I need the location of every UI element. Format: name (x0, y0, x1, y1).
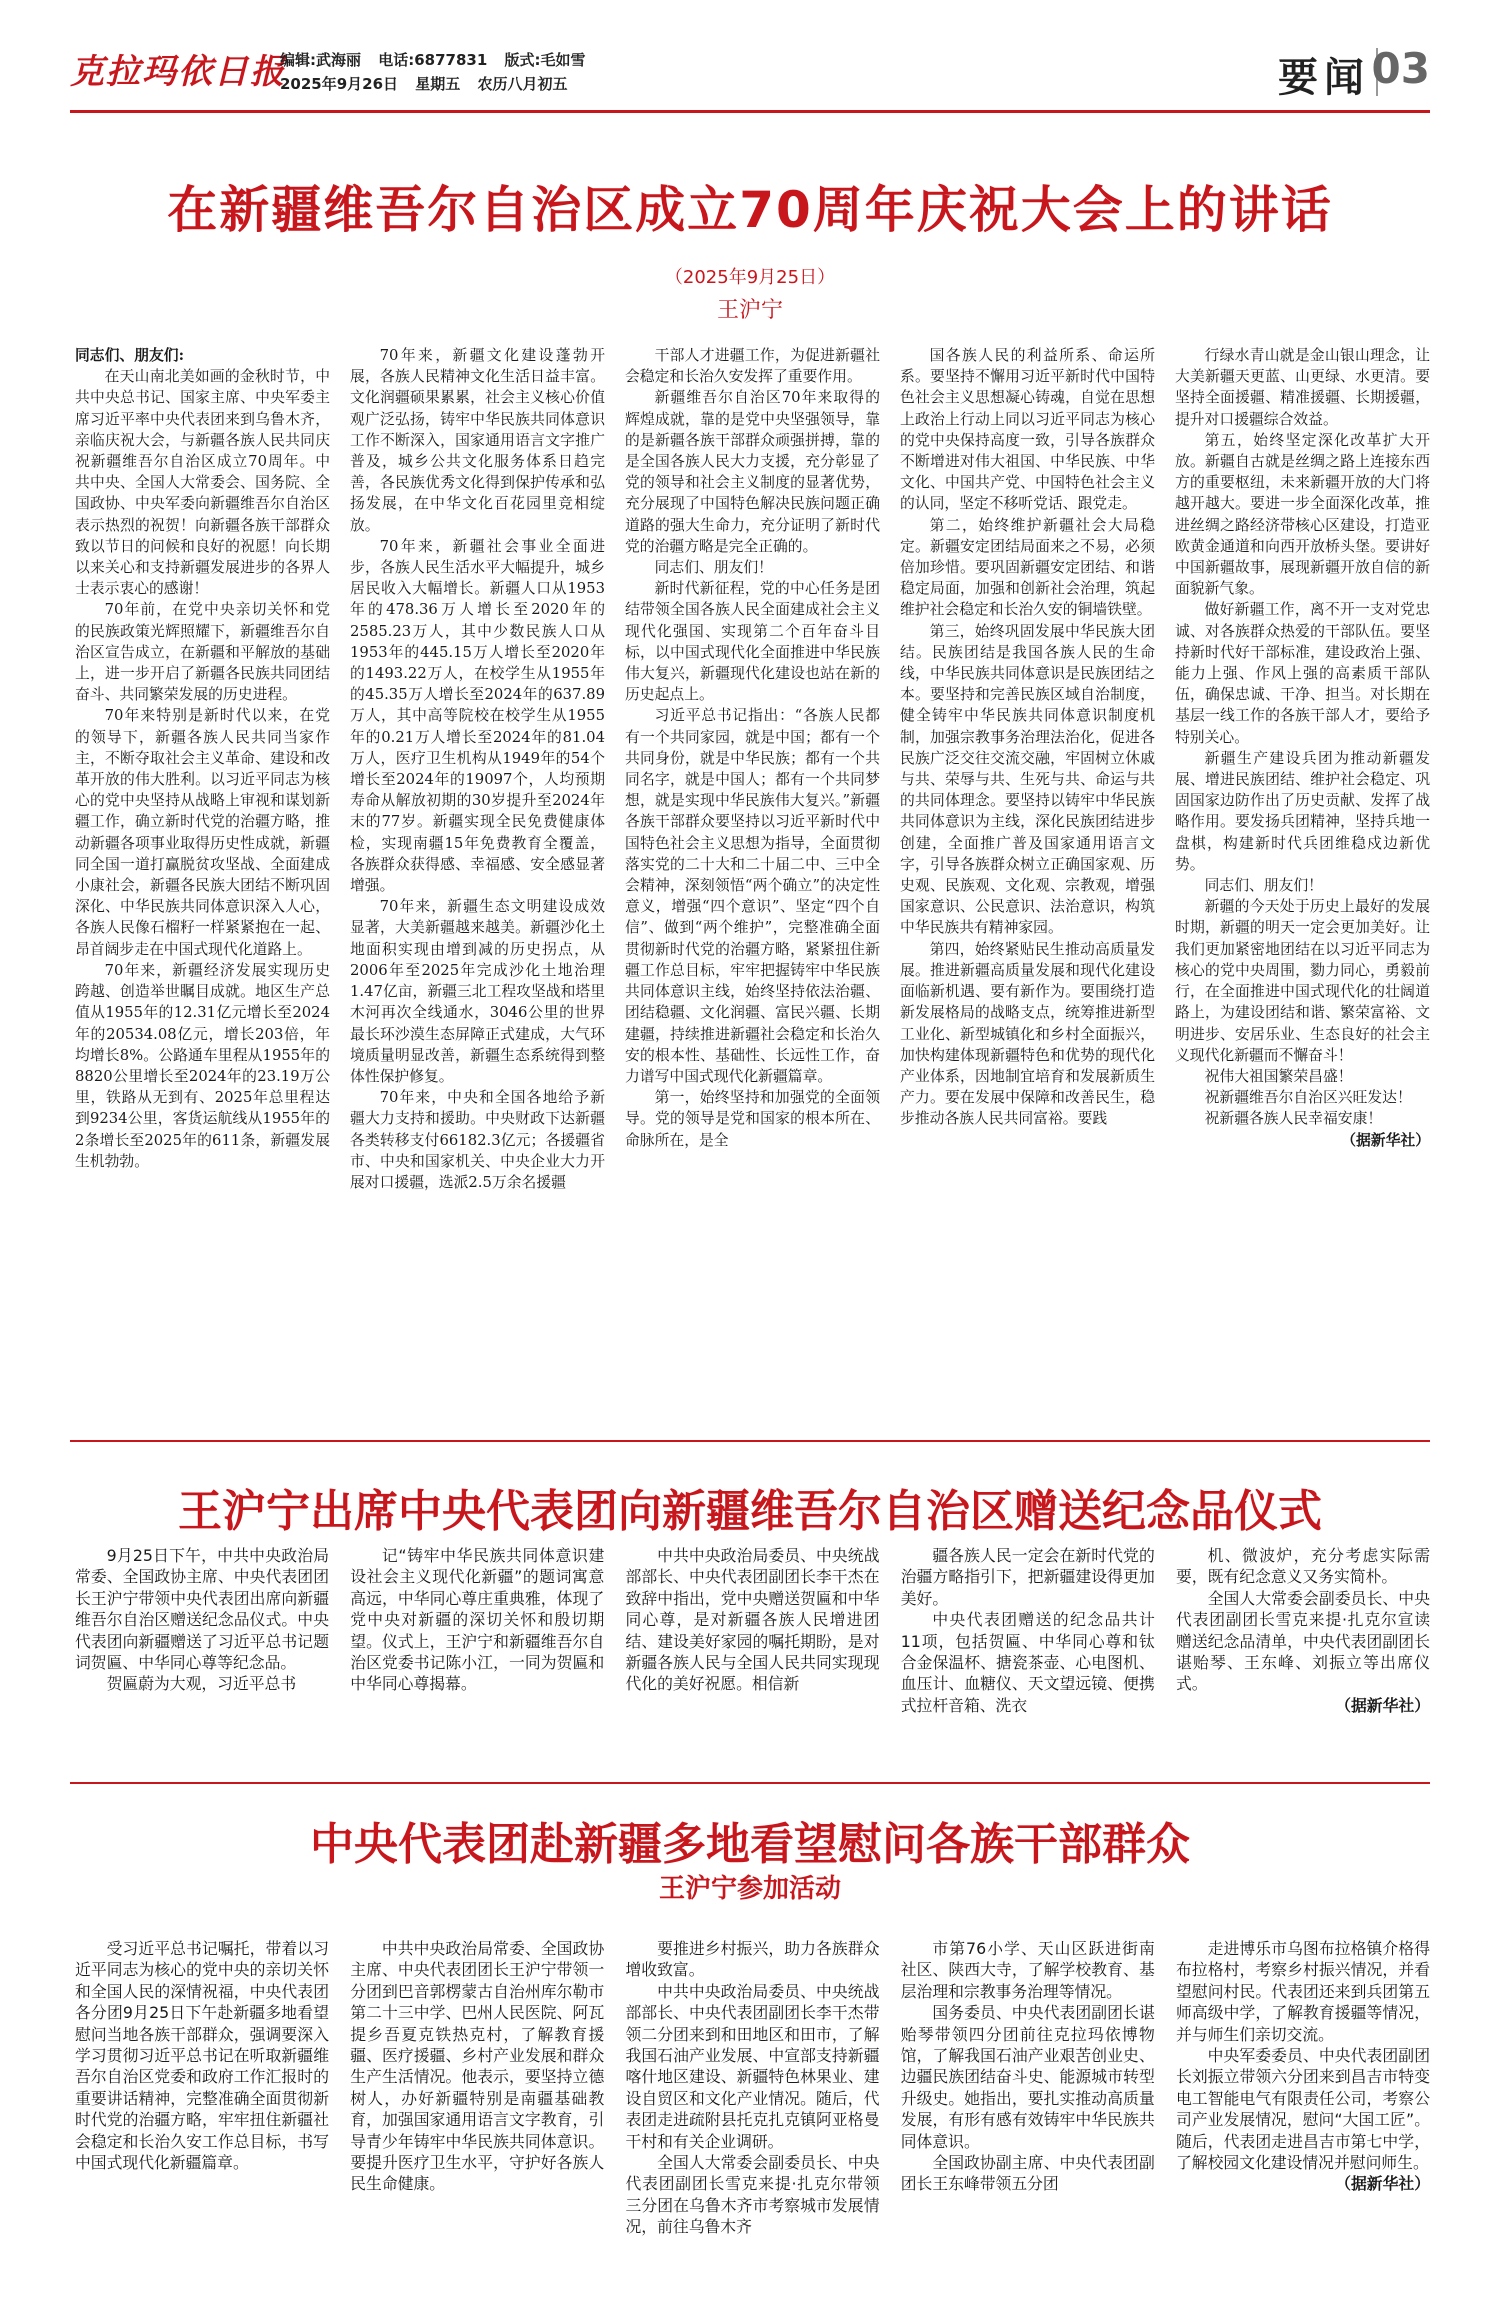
paragraph: 在天山南北美如画的金秋时节，中共中央总书记、国家主席、中央军委主席习近平率中央代表团来到乌鲁木齐，亲临庆祝大会，与新疆各族人民共同庆祝新疆维吾尔自治区成立70周年。中共中央、全国人大常委会、国务院、全国政协、中央军委向新疆维吾尔自治区表示热烈的祝贺！向新疆各族干部群众致以节日的问候和良好的祝愿！向长期以来关心和支持新疆发展进步的各界人士表示衷心的感谢！ (75, 368, 330, 598)
article3-headline: 中央代表团赴新疆多地看望慰问各族干部群众 (310, 1819, 1190, 1870)
article3-column (1176, 1938, 1430, 2268)
source-credit: （据新华社） (1341, 1131, 1430, 1149)
article1-column (350, 345, 605, 1425)
paragraph: 第一，始终坚持和加强党的全面领导。党的领导是党和国家的根本所在、命脉所在，是全 (625, 1089, 880, 1149)
paragraph: 第三，始终巩固发展中华民族大团结。民族团结是我国各族人民的生命线，中华民族共同体意识是民族团结之本。要坚持和完善民族区域自治制度，健全铸牢中华民族共同体意识制度机制，加强宗教事务治理法治化，促进各民族广泛交往交流交融，牢固树立休戚与共、荣辱与共、生死与共、命运与共的共同体理念。要坚持以铸牢中华民族共同体意识为主线，深化民族团结进步创建，全面推广普及国家通用语言文字，引导各族群众树立正确国家观、历史观、民族观、文化观、宗教观，增强国家意识、公民意识、法治意识，构筑中华民族共有精神家园。 (900, 622, 1155, 937)
paragraph: 70年来，新疆生态文明建设成效显著，大美新疆越来越美。新疆沙化土地面积实现由增到减的历史拐点，从2006年至2025年完成沙化土地治理1.47亿亩，新疆三北工程攻坚战和塔里木河再次全线通水，3046公里的世界最长环沙漠生态屏障正式建成，大气环境质量明显改善，新疆生态系统得到整体性保护修复。 (350, 898, 605, 1085)
paragraph: 受习近平总书记嘱托，带着以习近平同志为核心的党中央的亲切关怀和全国人民的深情祝福，中央代表团各分团9月25日下午赴新疆多地看望慰问当地各族干部群众，强调要深入学习贯彻习近平总书记在听取新疆维吾尔自治区党委和政府工作汇报时的重要讲话精神，完整准确全面贯彻新时代党的治疆方略，牢牢扭住新疆社会稳定和长治久安工作总目标，书写中国式现代化新疆篇章。 (75, 1939, 329, 2173)
paragraph: 疆各族人民一定会在新时代党的治疆方略指引下，把新疆建设得更加美好。 (900, 1546, 1155, 1608)
article3-column (626, 1938, 880, 2268)
paragraph: 机、微波炉，充分考虑实际需要，既有纪念意义又务实简朴。 (1176, 1546, 1430, 1587)
article1-date: （2025年9月25日） (664, 267, 836, 288)
article1-author: 王沪宁 (716, 298, 783, 323)
paragraph: 同志们、朋友们！ (1204, 877, 1323, 895)
article1-column (75, 345, 330, 1425)
paragraph: 70年来，新疆文化建设蓬勃开展，各族人民精神文化生活日益丰富。文化润疆硕果累累，社会主义核心价值观广泛弘扬，铸牢中华民族共同体意识工作不断深入，国家通用语言文字推广普及，城乡公共文化服务体系日趋完善，各民族优秀文化得到保护传承和弘扬发展，在中华文化百花园里竞相绽放。 (350, 347, 605, 534)
source-credit: （据新华社） (1335, 2174, 1430, 2194)
paragraph: 70年来，新疆经济发展实现历史跨越、创造举世瞩目成就。地区生产总值从1955年的12.31亿元增长至2024年的20534.08亿元，增长203倍，年均增长8%。公路通车里程从1955年的8820公里增长至2024年的23.19万公里，铁路从无到有、2025年总里程达到9234公里，客货运航线从1955年的2条增长至2025年的611条，新疆发展生机勃勃。 (75, 961, 330, 1170)
source-credit: （据新华社） (1335, 1695, 1430, 1715)
paragraph: 全国政协副主席、中央代表团副团长王东峰带领五分团 (900, 2153, 1155, 2194)
paragraph: 要推进乡村振兴，助力各族群众增收致富。 (625, 1939, 880, 1980)
paragraph: 市第76小学、天山区跃进街南社区、陕西大寺，了解学校教育、基层治理和宗教事务治理等情况。 (900, 1939, 1155, 2001)
paragraph: 新疆的今天处于历史上最好的发展时期，新疆的明天一定会更加美好。让我们更加紧密地团结在以习近平同志为核心的党中央周围，勠力同心，勇毅前行，在全面推进中国式现代化的壮阔道路上，为建设团结和谐、繁荣富裕、文明进步、安居乐业、生态良好的社会主义现代化新疆而不懈奋斗！ (1175, 898, 1430, 1064)
article2-headline: 王沪宁出席中央代表团向新疆维吾尔自治区赠送纪念品仪式 (178, 1486, 1322, 1537)
paragraph: 贺匾蔚为大观，习近平总书 (106, 1674, 297, 1694)
paragraph: 新疆生产建设兵团为推动新疆发展、增进民族团结、维护社会稳定、巩固国家边防作出了历史贡献、发挥了战略作用。要发扬兵团精神，坚持兵地一盘棋，构建新时代兵团维稳戍边新优势。 (1175, 749, 1430, 873)
paragraph: 中共中央政治局常委、全国政协主席、中央代表团团长王沪宁带领一分团到巴音郭楞蒙古自治州库尔勒市第二十三中学、巴州人民医院、阿瓦提乡吾夏克铁热克村，了解教育援疆、医疗援疆、乡村产业发展和群众生产生活情况。他表示，要坚持立德树人，办好新疆特别是南疆基础教育，加强国家通用语言文字教育，引导青少年铸牢中华民族共同体意识。要提升医疗卫生水平，守护好各族人民生命健康。 (350, 1939, 605, 2194)
paragraph: 习近平总书记指出：“各族人民都有一个共同家园，就是中国；都有一个共同身份，就是中华民族；都有一个共同名字，就是中国人；都有一个共同梦想，就是实现中华民族伟大复兴。”新疆各族干部群众要坚持以习近平新时代中国特色社会主义思想为指导，全面贯彻落实党的二十大和二十届二中、三中全会精神，深刻领悟“两个确立”的决定性意义，增强“四个意识”、坚定“四个自信”、做到“两个维护”，完整准确全面贯彻新时代党的治疆方略，紧紧扭住新疆工作总目标，牢牢把握铸牢中华民族共同体意识主线，始终坚持依法治疆、团结稳疆、文化润疆、富民兴疆、长期建疆，持续推进新疆社会稳定和长治久安的根本性、基础性、长远性工作，奋力谱写中国式现代化新疆篇章。 (625, 707, 880, 1085)
article3-column (75, 1938, 329, 2268)
paragraph: 祝新疆各族人民幸福安康！ (1204, 1110, 1383, 1128)
paragraph: 祝新疆维吾尔自治区兴旺发达！ (1204, 1089, 1412, 1107)
layout-editor: 版式:毛如雪 (504, 51, 586, 69)
article1-column (900, 345, 1155, 1425)
article1-headline: 在新疆维吾尔自治区成立70周年庆祝大会上的讲话 (167, 181, 1333, 239)
paragraph: 中央代表团赠送的纪念品共计11项，包括贺匾、中华同心尊和钛合金保温杯、搪瓷茶壶、心电图机、血压计、血糖仪、天文望远镜、便携式拉杆音箱、洗衣 (900, 1610, 1155, 1715)
article1-column (1175, 345, 1430, 1425)
page-number: 03 (1371, 44, 1430, 93)
paragraph: 国务委员、中央代表团副团长谌贻琴带领四分团前往克拉玛依博物馆，了解我国石油产业艰苦创业史、边疆民族团结奋斗史、能源城市转型升级史。她指出，要扎实推动高质量发展，有形有感有效铸牢中华民族共同体意识。 (900, 2003, 1155, 2151)
edition-info (280, 48, 598, 96)
paragraph: 第二，始终维护新疆社会大局稳定。新疆安定团结局面来之不易，必须倍加珍惜。要巩固新疆安定团结、和谐稳定局面，加强和创新社会治理，筑起维护社会稳定和长治久安的铜墙铁壁。 (900, 516, 1155, 619)
paragraph: 第五，始终坚定深化改革扩大开放。新疆自古就是丝绸之路上连接东西方的重要枢纽，未来新疆开放的大门将越开越大。要进一步全面深化改革，推进丝绸之路经济带核心区建设，打造亚欧黄金通道和向西开放桥头堡。要讲好中国新疆故事，展现新疆开放自信的新面貌新气象。 (1175, 431, 1430, 598)
paragraph: 新疆维吾尔自治区70年来取得的辉煌成就，靠的是党中央坚强领导，靠的是新疆各族干部群众顽强拼搏，靠的是全国各族人民大力支援，充分彰显了党的领导和社会主义制度的显著优势，充分展现了中国特色解决民族问题正确道路的强大生命力，充分证明了新时代党的治疆方略是完全正确的。 (625, 389, 880, 555)
paragraph: 70年前，在党中央亲切关怀和党的民族政策光辉照耀下，新疆维吾尔自治区宣告成立，在新疆和平解放的基础上，进一步开启了新疆各民族共同团结奋斗、共同繁荣发展的历史进程。 (75, 601, 330, 704)
paragraph: 70年来，中央和全国各地给予新疆大力支持和援助。中央财政下达新疆各类转移支付66182.3亿元；各援疆省市、中央和国家机关、中央企业大力开展对口援疆，选派2.5万余名援疆 (350, 1089, 605, 1191)
paragraph: 行绿水青山就是金山银山理念，让大美新疆天更蓝、山更绿、水更清。要坚持全面援疆、精准援疆、长期援疆，提升对口援疆综合效益。 (1175, 347, 1430, 428)
paragraph: 同志们、朋友们: (75, 347, 185, 364)
article2-column (1176, 1545, 1430, 1765)
article2-column (350, 1545, 604, 1765)
paragraph: 9月25日下午，中共中央政治局常委、全国政协主席、中央代表团团长王沪宁带领中央代表团出席向新疆维吾尔自治区赠送纪念品仪式。中央代表团向新疆赠送了习近平总书记题词贺匾、中华同心尊等纪念品。 (75, 1546, 329, 1673)
paragraph: 同志们、朋友们！ (654, 559, 773, 577)
article2-column (901, 1545, 1155, 1765)
lunar-date: 农历八月初五 (477, 75, 568, 93)
paragraph: 干部人才进疆工作，为促进新疆社会稳定和长治久安发挥了重要作用。 (625, 347, 880, 386)
paragraph: 祝伟大祖国繁荣昌盛！ (1204, 1067, 1353, 1085)
paragraph: 中共中央政治局委员、中央统战部部长、中央代表团副团长李干杰带领二分团来到和田地区和田市，了解我国石油产业发展、中宣部支持新疆喀什地区建设、新疆特色林果业、建设自贸区和文化产业情况。随后，代表团走进疏附县托克扎克镇阿亚格曼干村和有关企业调研。 (625, 1981, 880, 2151)
newspaper-masthead: 克拉玛依日报 (70, 52, 286, 92)
article3-subtitle: 王沪宁参加活动 (658, 1874, 841, 1904)
paragraph: 全国人大常委会副委员长、中央代表团副团长雪克来提·扎克尔带领三分团在乌鲁木齐市考察城市发展情况，前往乌鲁木齐 (625, 2153, 880, 2237)
article2-body (75, 1545, 1430, 1765)
weekday: 星期五 (415, 75, 461, 93)
paragraph: 70年来，新疆社会事业全面进步，各族人民生活水平大幅提升，城乡居民收入大幅增长。新疆人口从1953年的478.36万人增长至2020年的2585.23万人，其中少数民族人口从1953年的445.15万人增长至2020年的1493.22万人，在校学生从1955年的45.35万人增长至2024年的637.89万人，其中高等院校在校学生从1955年的0.21万人增长至2024年的81.04万人，医疗卫生机构从1949年的54个增长至2024年的19097个，人均预期寿命从解放初期的30岁提升至2024年末的77岁。新疆实现全民免费健康体检，实现南疆15年免费教育全覆盖，各族群众获得感、幸福感、安全感显著增强。 (350, 537, 605, 895)
paragraph: 全国人大常委会副委员长、中央代表团副团长雪克来提·扎克尔宣读赠送纪念品清单，中央代表团副团长谌贻琴、王东峰、刘振立等出席仪式。 (1176, 1588, 1430, 1694)
paragraph: 中共中央政治局委员、中央统战部部长、中央代表团副团长李干杰在致辞中指出，党中央赠送贺匾和中华同心尊，是对新疆各族人民增进团结、建设美好家园的嘱托期盼，是对新疆各族人民与全国人民共同实现现代化的美好祝愿。相信新 (625, 1546, 880, 1694)
paragraph: 走进博乐市乌图布拉格镇介格得布拉格村，考察乡村振兴情况，并看望慰问村民。代表团还来到兵团第五师高级中学，了解教育援疆等情况，并与师生们亲切交流。 (1176, 1939, 1430, 2044)
article2-column (75, 1545, 329, 1765)
paragraph: 中央军委委员、中央代表团副团长刘振立带领六分团来到昌吉市特变电工智能电气有限责任公司，考察公司产业发展情况，慰问“大国工匠”。随后，代表团走进昌吉市第七中学，了解校园文化建设情况并慰问师生。 (1176, 2046, 1430, 2173)
paragraph: 第四，始终紧贴民生推动高质量发展。推进新疆高质量发展和现代化建设面临新机遇、要有新作为。要围绕打造新发展格局的战略支点，统筹推进新型工业化、新型城镇化和乡村全面振兴，加快构建体现新疆特色和优势的现代化产业体系，因地制宜培育和发展新质生产力。要在发展中保障和改善民生，稳步推动各族人民共同富裕。要践 (900, 940, 1155, 1128)
paragraph: 做好新疆工作，离不开一支对党忠诚、对各族群众热爱的干部队伍。要坚持新时代好干部标准，建设政治上强、能力上强、作风上强的高素质干部队伍，确保忠诚、干净、担当。对长期在基层一线工作的各族干部人才，要给予特别关心。 (1175, 601, 1430, 746)
issue-date: 2025年9月26日 (280, 75, 399, 93)
article3-column (350, 1938, 604, 2268)
paragraph: 新时代新征程，党的中心任务是团结带领全国各族人民全面建成社会主义现代化强国、实现第二个百年奋斗目标，以中国式现代化全面推进中华民族伟大复兴，新疆现代化建设也站在新的历史起点上。 (625, 580, 880, 704)
article2-column (626, 1545, 880, 1765)
phone: 电话:6877831 (378, 51, 488, 69)
page-header (70, 40, 1430, 113)
article3-column (901, 1938, 1155, 2268)
paragraph: 70年来特别是新时代以来，在党的领导下，新疆各族人民共同当家作主，不断夺取社会主义革命、建设和改革开放的伟大胜利。以习近平同志为核心的党中央坚持从战略上审视和谋划新疆工作，确立新时代党的治疆方略，推动新疆各项事业取得历史性成就，新疆同全国一道打赢脱贫攻坚战、全面建成小康社会，新疆各民族大团结不断巩固深化、中华民族共同体意识深入人心，各族人民像石榴籽一样紧紧抱在一起、昂首阔步走在中国式现代化道路上。 (75, 707, 330, 958)
section-divider (70, 1440, 1430, 1442)
section-name: 要闻 (1278, 54, 1370, 101)
editor: 编辑:武海丽 (280, 51, 361, 69)
paragraph: 国各族人民的利益所系、命运所系。要坚持不懈用习近平新时代中国特色社会主义思想凝心铸魂，自觉在思想上政治上行动上同以习近平同志为核心的党中央保持高度一致，引导各族群众不断增进对伟大祖国、中华民族、中华文化、中国共产党、中国特色社会主义的认同，坚定不移听党话、跟党走。 (900, 347, 1155, 513)
section-divider (70, 1782, 1430, 1784)
article1-column (625, 345, 880, 1425)
article1-body (75, 345, 1430, 1425)
article3-body (75, 1938, 1430, 2268)
paragraph: 记“铸牢中华民族共同体意识建设社会主义现代化新疆”的题词寓意高远，中华同心尊庄重典雅，体现了党中央对新疆的深切关怀和殷切期望。仪式上，王沪宁和新疆维吾尔自治区党委书记陈小江，一同为贺匾和中华同心尊揭幕。 (350, 1546, 605, 1694)
